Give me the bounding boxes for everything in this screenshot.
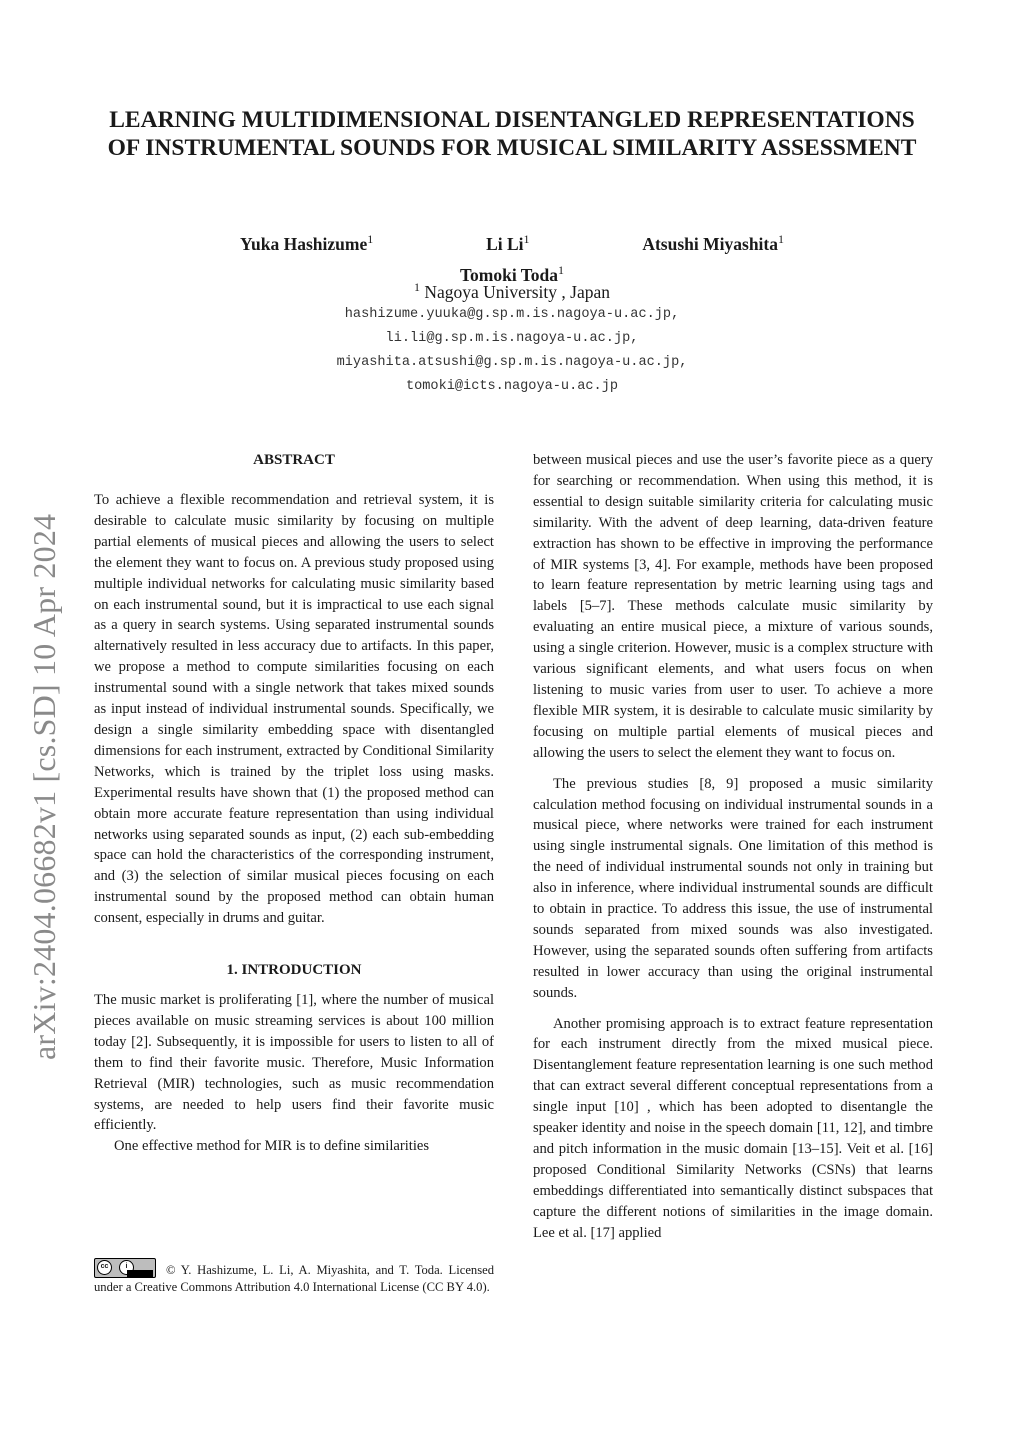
body-paragraph: between musical pieces and use the user’s favorite piece as a query for searching or recommendation. When using this method, it is essential to design suitable similarity criteria for calculating music similarity. With the advent of deep learning, data-driven feature extraction has shown to be effective in improving the performance of MIR systems [3, 4]. For example, methods have been proposed to learn feature representation by metric learning using tags and labels [5–7]. These methods calculate music similarity by evaluating an entire musical piece, a mixture of various sounds, using a single criterion. However, music is a complex structure with various significant elements, and what users focus on when listening to music varies from user to user. To achieve a more flexible MIR system, it is desirable to calculate music similarity by focusing on multiple partial elements of musical pieces and allowing the users to select the element they want to focus on. <box>533 452 933 761</box>
body-paragraph: The music market is proliferating [1], where the number of musical pieces available on music streaming services is about 100 million today [2]. Subsequently, it is impossible for users to listen to all of them to find their favorite music. Therefore, Music Information Retrieval (MIR) technologies, such as music recommendation systems, are needed to help users find their favorite music efficiently. <box>94 992 494 1134</box>
left-column <box>94 450 494 1157</box>
arxiv-identifier: arXiv:2404.06682v1 [cs.SD] 10 Apr 2024 <box>26 513 62 1060</box>
paper-title: LEARNING MULTIDIMENSIONAL DISENTANGLED REPRESENTATIONS OF INSTRUMENTAL SOUNDS FOR MUSICAL SIMILARITY ASSESSMENT <box>107 107 917 161</box>
email: li.li@g.sp.m.is.nagoya-u.ac.jp, <box>385 331 639 346</box>
body-paragraph: One effective method for MIR is to define similarities <box>114 1138 430 1155</box>
body-paragraph: The previous studies [8, 9] proposed a music similarity calculation method focusing on individual instrumental sounds in a musical piece, where networks were trained for each instrument using single instrumental signals. One limitation of this method is the need of individual instrumental sounds not only in training but also in inference, where individual instrumental sounds are difficult to obtain in practice. To address this issue, the use of instrumental sounds separated from mixed sounds was also investigated. However, using the separated sounds often suffering from artifacts resulted in lower accuracy than using the original instrumental sounds. <box>533 775 933 1001</box>
email-list <box>200 303 824 399</box>
author: Atsushi Miyashita$^1$ <box>642 232 784 254</box>
introduction-heading: 1. INTRODUCTION <box>226 962 362 979</box>
body-paragraph: Another promising approach is to extract feature representation for each instrument directly from the mixed musical piece. Disentanglement feature representation learning is one such method that can extract several different conceptual representations from a single input [10] , which has been adopted to disentangle the speaker identity and noise in the speech domain [11, 12], and timbre and pitch information in the music domain [13–15]. Veit et al. [16] proposed Conditional Similarity Networks (CSNs) that learns embeddings differentiated into semantically distinct subspaces that capture the different notions of similarities in the image domain. Lee et al. [17] applied <box>533 1015 933 1241</box>
license-footnote: cc i © Y. Hashizume, L. Li, A. Miyashita, and T. Toda. Licensed under a Creative Commons Attribution 4.0 International License (CC BY 4.0). <box>94 1258 494 1296</box>
affiliation: $^1$ Nagoya University , Japan <box>413 280 611 302</box>
email: hashizume.yuuka@g.sp.m.is.nagoya-u.ac.jp, <box>344 307 680 322</box>
email: tomoki@icts.nagoya-u.ac.jp <box>405 379 619 394</box>
author: Tomoki Toda$^1$ <box>459 262 565 285</box>
author: Yuka Hashizume$^1$ <box>240 232 374 254</box>
right-column <box>533 450 933 1244</box>
abstract-heading: ABSTRACT <box>253 452 335 468</box>
abstract-text: To achieve a flexible recommendation and retrieval system, it is desirable to calculate music similarity by focusing on multiple partial elements of musical pieces and allowing the users to select the element they want to focus on. A previous study proposed using multiple individual networks for calculating music similarity based on each instrumental sound, but it is impractical to use each signal as a query in search systems. Using separated instrumental sounds alternatively resulted in less accuracy due to artifacts. In this paper, we propose a method to compute similarities focusing on each instrumental sound with a single network that takes mixed sounds as input instead of individual instrumental sounds. Specifically, we design a single similarity embedding space with disentangled dimensions for each instrument, extracted by Conditional Similarity Networks, which is trained by the triplet loss using masks. Experimental results have shown that (1) the proposed method can obtain more accurate feature representation than using individual networks using separated sounds as input, (2) each sub-embedding space can hold the characteristics of the corresponding instrument, and (3) the selection of similar musical pieces focusing on each instrumental sound by the proposed method can obtain human consent, especially in drums and guitar. <box>94 492 494 927</box>
email: miyashita.atsushi@g.sp.m.is.nagoya-u.ac.jp, <box>336 355 688 370</box>
author: Li Li$^1$ <box>486 232 530 254</box>
cc-by-icon: cc i <box>94 1258 156 1278</box>
